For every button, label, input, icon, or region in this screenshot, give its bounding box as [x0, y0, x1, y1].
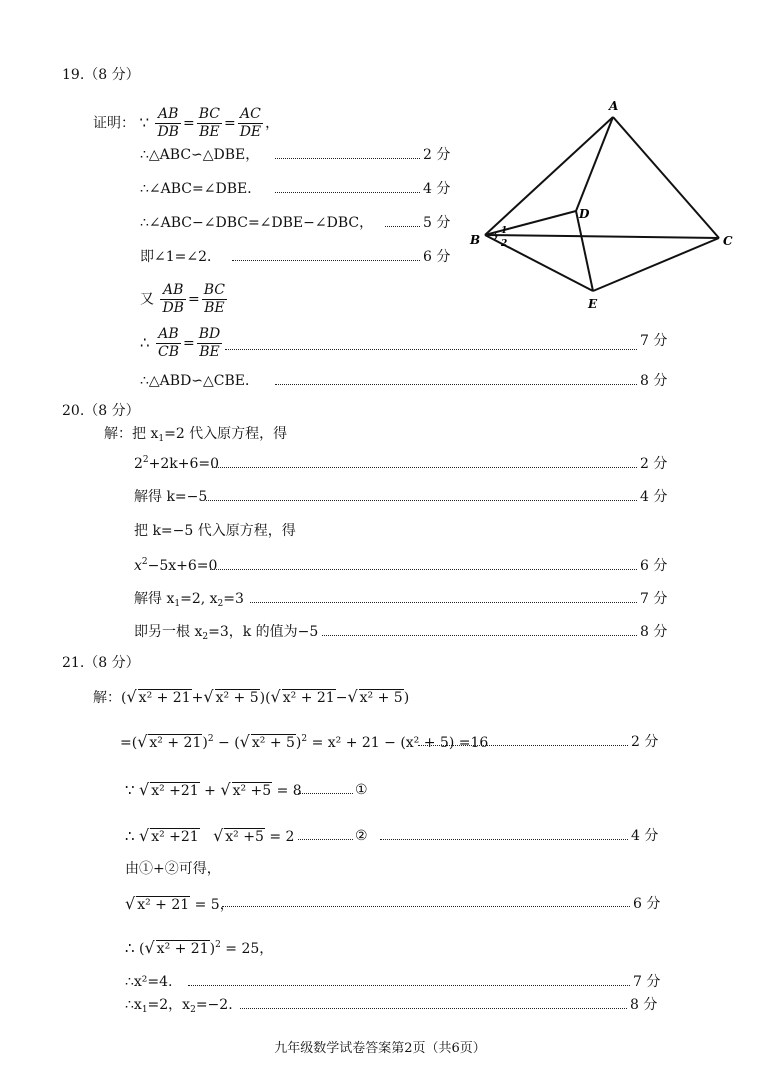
- label-e: E: [588, 297, 598, 311]
- q21-line-7: ∴ (√ x² + 21)$^2$ = 25，: [125, 938, 274, 957]
- label-d: D: [579, 207, 590, 221]
- q21-line-8: ∴x²=4.: [125, 974, 173, 990]
- ratio-ab-cb: $\frac{AB}{CB}$: [158, 326, 179, 360]
- q20-line-7: 即另一根 $x_2=3$，k 的值为−5: [134, 624, 319, 642]
- score-6: 6 分: [640, 558, 668, 574]
- q21-line-5: 由①+②可得，: [125, 861, 221, 877]
- q19-header: 19.（8 分）: [62, 67, 140, 83]
- score-leader: [232, 260, 420, 261]
- score-leader: [380, 839, 628, 840]
- score-4: 4 分: [423, 181, 451, 197]
- q19-line-4: ∴∠ABC−∠DBC=∠DBE−∠DBC，: [140, 215, 374, 231]
- score-6: 6 分: [423, 249, 451, 265]
- label-a: A: [609, 99, 619, 113]
- label-angle-1: 1: [501, 226, 508, 236]
- q20-line-5: $x^2-5x+6=0$: [134, 557, 218, 574]
- score-2: 2 分: [631, 734, 659, 750]
- score-2: 2 分: [640, 456, 668, 472]
- q21-line-3: ∵ √ x² +21 + √ x² +5 = 8: [125, 780, 302, 799]
- score-7: 7 分: [640, 591, 668, 607]
- ratio-bd-be: $\frac{BD}{BE}$: [198, 326, 221, 360]
- q21-header: 21.（8 分）: [62, 655, 140, 671]
- triangle-diagram: [465, 95, 745, 315]
- score-8: 8 分: [630, 997, 658, 1013]
- q19-line-7: ∴ $\frac{AB}{CB}$ = $\frac{BD}{BE}$: [140, 326, 221, 360]
- score-leader: [240, 1008, 627, 1009]
- label-b: B: [470, 233, 481, 247]
- equation-marker-1: ①: [355, 782, 368, 798]
- q19-proof-line-1: 证明： ∵ $\frac{AB}{DB}$ = $\frac{BC}{BE}$ = $\frac{AC}{DE}$ ，: [93, 106, 280, 140]
- edge-bc: [485, 235, 719, 238]
- page-footer: 九年级数学试卷答案第2页（共6页）: [274, 1041, 486, 1056]
- score-8: 8 分: [640, 624, 668, 640]
- q19-line-6: 又 $\frac{AB}{DB}$ = $\frac{BC}{BE}$: [140, 282, 225, 316]
- score-leader: [418, 745, 628, 746]
- score-leader: [275, 384, 637, 385]
- q19-line-3: ∴∠ABC=∠DBE．: [140, 181, 262, 197]
- score-leader: [188, 985, 630, 986]
- score-5: 5 分: [423, 215, 451, 231]
- q20-line-6: 解得 $x_1=2$, $x_2=3$: [134, 591, 244, 609]
- q21-line-1: 解：(√ x² + 21+√ x² + 5)(√ x² + 21−√ x² + 5): [93, 687, 410, 706]
- q19-line-8: ∴△ABD∽△CBE．: [140, 373, 260, 389]
- q19-line-5: 即∠1=∠2．: [140, 249, 222, 265]
- ratio-bc-be: $\frac{BC}{BE}$: [198, 106, 220, 140]
- q20-header: 20.（8 分）: [62, 403, 140, 419]
- score-4: 4 分: [640, 489, 668, 505]
- ratio-bc-be: $\frac{BC}{BE}$: [203, 282, 225, 316]
- q19-line-2: ∴△ABC∽△DBE，: [140, 147, 260, 163]
- score-leader: [275, 158, 420, 159]
- marker-leader: [298, 839, 353, 840]
- score-leader: [322, 635, 637, 636]
- edge-de: [576, 211, 593, 291]
- score-leader: [206, 500, 637, 501]
- q21-line-9: $\therefore x_1=2$，$x_2=-2$.: [125, 997, 233, 1015]
- equation-marker-2: ②: [355, 828, 368, 844]
- marker-leader: [298, 793, 353, 794]
- q21-line-2: =(√ x² + 21)$^2$ − (√ x² + 5)$^2$ = x² + 21 − (x² + 5) =16: [120, 732, 489, 751]
- score-leader: [275, 192, 420, 193]
- q20-line-2: $2^2+2k+6=0$: [134, 455, 220, 472]
- score-leader: [222, 906, 630, 907]
- because-symbol: ∵: [139, 113, 149, 132]
- score-7: 7 分: [640, 333, 668, 349]
- score-2: 2 分: [423, 147, 451, 163]
- score-7: 7 分: [633, 974, 661, 990]
- ratio-ac-de: $\frac{AC}{DE}$: [239, 106, 262, 140]
- edge-ad: [576, 117, 613, 211]
- score-leader: [250, 602, 637, 603]
- q21-line-6: √ x² + 21 = 5，: [125, 894, 234, 913]
- label-c: C: [723, 234, 733, 248]
- ratio-ab-db: $\frac{AB}{DB}$: [162, 282, 184, 316]
- ratio-ab-db: $\frac{AB}{DB}$: [157, 106, 179, 140]
- q20-line-3: 解得 k=−5: [134, 489, 208, 505]
- edge-ce: [593, 238, 719, 291]
- q20-line-4: 把 k=−5 代入原方程，得: [134, 523, 296, 539]
- score-6: 6 分: [633, 896, 661, 912]
- score-leader: [225, 349, 637, 350]
- score-leader: [385, 226, 420, 227]
- label-angle-2: 2: [501, 239, 508, 249]
- edge-ac: [613, 117, 719, 238]
- q20-line-1: 解：把 $x_1=2$ 代入原方程，得: [104, 426, 288, 444]
- proof-label: 证明：: [93, 115, 135, 132]
- score-8: 8 分: [640, 373, 668, 389]
- score-leader: [210, 569, 637, 570]
- score-leader: [212, 467, 637, 468]
- score-4: 4 分: [631, 828, 659, 844]
- q21-line-4: ∴ √ x² +21 √ x² +5 = 2: [125, 826, 295, 845]
